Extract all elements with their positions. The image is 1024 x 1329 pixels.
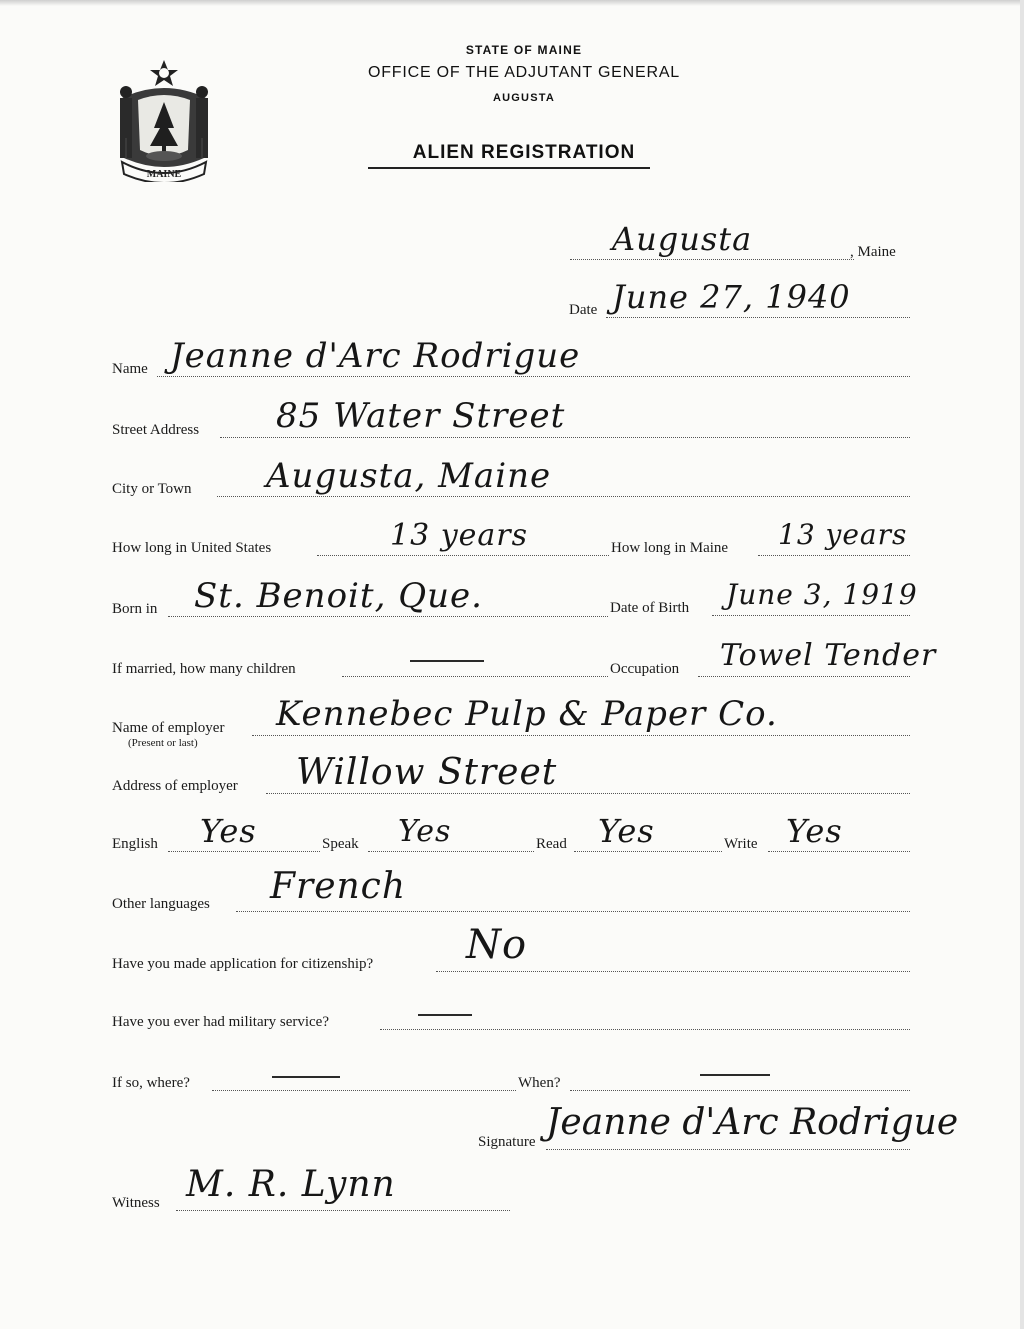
employer-address-dotted-line (266, 793, 910, 794)
state-heading: STATE OF MAINE (465, 43, 583, 57)
employer-dotted-line (252, 735, 910, 736)
dob-label: Date of Birth (610, 600, 690, 616)
employer-address-value: Willow Street (296, 752, 558, 793)
employer-sublabel: (Present or last) (128, 737, 198, 749)
english-label: English (112, 836, 158, 852)
us-years-label: How long in United States (112, 540, 272, 556)
maine-years-value: 13 years (778, 518, 908, 551)
name-label: Name (112, 361, 148, 377)
occupation-value: Towel Tender (720, 638, 937, 673)
english-value: Yes (200, 812, 257, 850)
city-value: Augusta, Maine (266, 456, 552, 496)
citizenship-dotted-line (436, 971, 910, 972)
employer-address-label: Address of employer (112, 778, 238, 794)
employer-label: Name of employer (112, 720, 225, 736)
military-value-dash (418, 1014, 472, 1016)
title-underline (368, 167, 650, 169)
signature-value: Jeanne d'Arc Rodrigue (546, 1102, 959, 1143)
place-dotted-line (570, 259, 854, 260)
name-value: Jeanne d'Arc Rodrigue (170, 336, 581, 376)
read-value: Yes (598, 812, 655, 850)
born-in-label: Born in (112, 601, 158, 617)
where-value-dash (272, 1076, 340, 1078)
born-in-value: St. Benoit, Que. (194, 576, 483, 616)
place-value: Augusta (612, 220, 753, 258)
street-dotted-line (220, 437, 910, 438)
date-label: Date (569, 302, 598, 318)
signature-label: Signature (478, 1134, 536, 1150)
speak-label: Speak (322, 836, 359, 852)
dob-dotted-line (712, 615, 910, 616)
write-value: Yes (786, 812, 843, 850)
born-in-dotted-line (168, 616, 608, 617)
place-suffix: , Maine (850, 244, 896, 260)
street-address-label: Street Address (112, 422, 200, 438)
english-dotted-line (168, 851, 320, 852)
citizenship-label: Have you made application for citizenship? (112, 956, 374, 972)
citizenship-value: No (466, 922, 528, 968)
when-label: When? (518, 1075, 561, 1091)
military-dotted-line (380, 1029, 910, 1030)
city-heading: AUGUSTA (493, 92, 555, 104)
witness-dotted-line (176, 1210, 510, 1211)
children-value-dash (410, 660, 484, 662)
city-dotted-line (217, 496, 910, 497)
speak-value: Yes (398, 814, 452, 849)
form-title: ALIEN REGISTRATION (412, 142, 636, 163)
scan-right-edge (1020, 0, 1024, 1329)
maine-years-label: How long in Maine (611, 540, 729, 556)
read-label: Read (536, 836, 567, 852)
us-years-value: 13 years (390, 518, 529, 553)
us-years-dotted-line (317, 555, 609, 556)
speak-dotted-line (368, 851, 534, 852)
other-languages-dotted-line (236, 911, 910, 912)
children-dotted-line (342, 676, 608, 677)
when-dotted-line (570, 1090, 910, 1091)
children-label: If married, how many children (112, 661, 296, 677)
read-dotted-line (574, 851, 722, 852)
where-label: If so, where? (112, 1075, 190, 1091)
maine-years-dotted-line (758, 555, 910, 556)
occupation-dotted-line (698, 676, 910, 677)
witness-value: M. R. Lynn (186, 1164, 396, 1205)
where-dotted-line (212, 1090, 516, 1091)
office-heading: OFFICE OF THE ADJUTANT GENERAL (367, 64, 681, 81)
scan-top-edge (0, 0, 1024, 6)
other-languages-value: French (270, 866, 407, 907)
date-value: June 27, 1940 (612, 278, 851, 316)
when-value-dash (700, 1074, 770, 1076)
write-dotted-line (768, 851, 910, 852)
signature-dotted-line (546, 1149, 910, 1150)
military-label: Have you ever had military service? (112, 1014, 329, 1030)
other-languages-label: Other languages (112, 896, 210, 912)
dob-value: June 3, 1919 (726, 578, 918, 611)
street-address-value: 85 Water Street (276, 396, 566, 436)
city-label: City or Town (112, 481, 192, 497)
date-dotted-line (606, 317, 910, 318)
witness-label: Witness (112, 1195, 160, 1211)
employer-value: Kennebec Pulp & Paper Co. (276, 694, 778, 734)
occupation-label: Occupation (610, 661, 680, 677)
write-label: Write (724, 836, 758, 852)
name-dotted-line (157, 376, 910, 377)
seal-banner-text: MAINE (146, 169, 182, 180)
